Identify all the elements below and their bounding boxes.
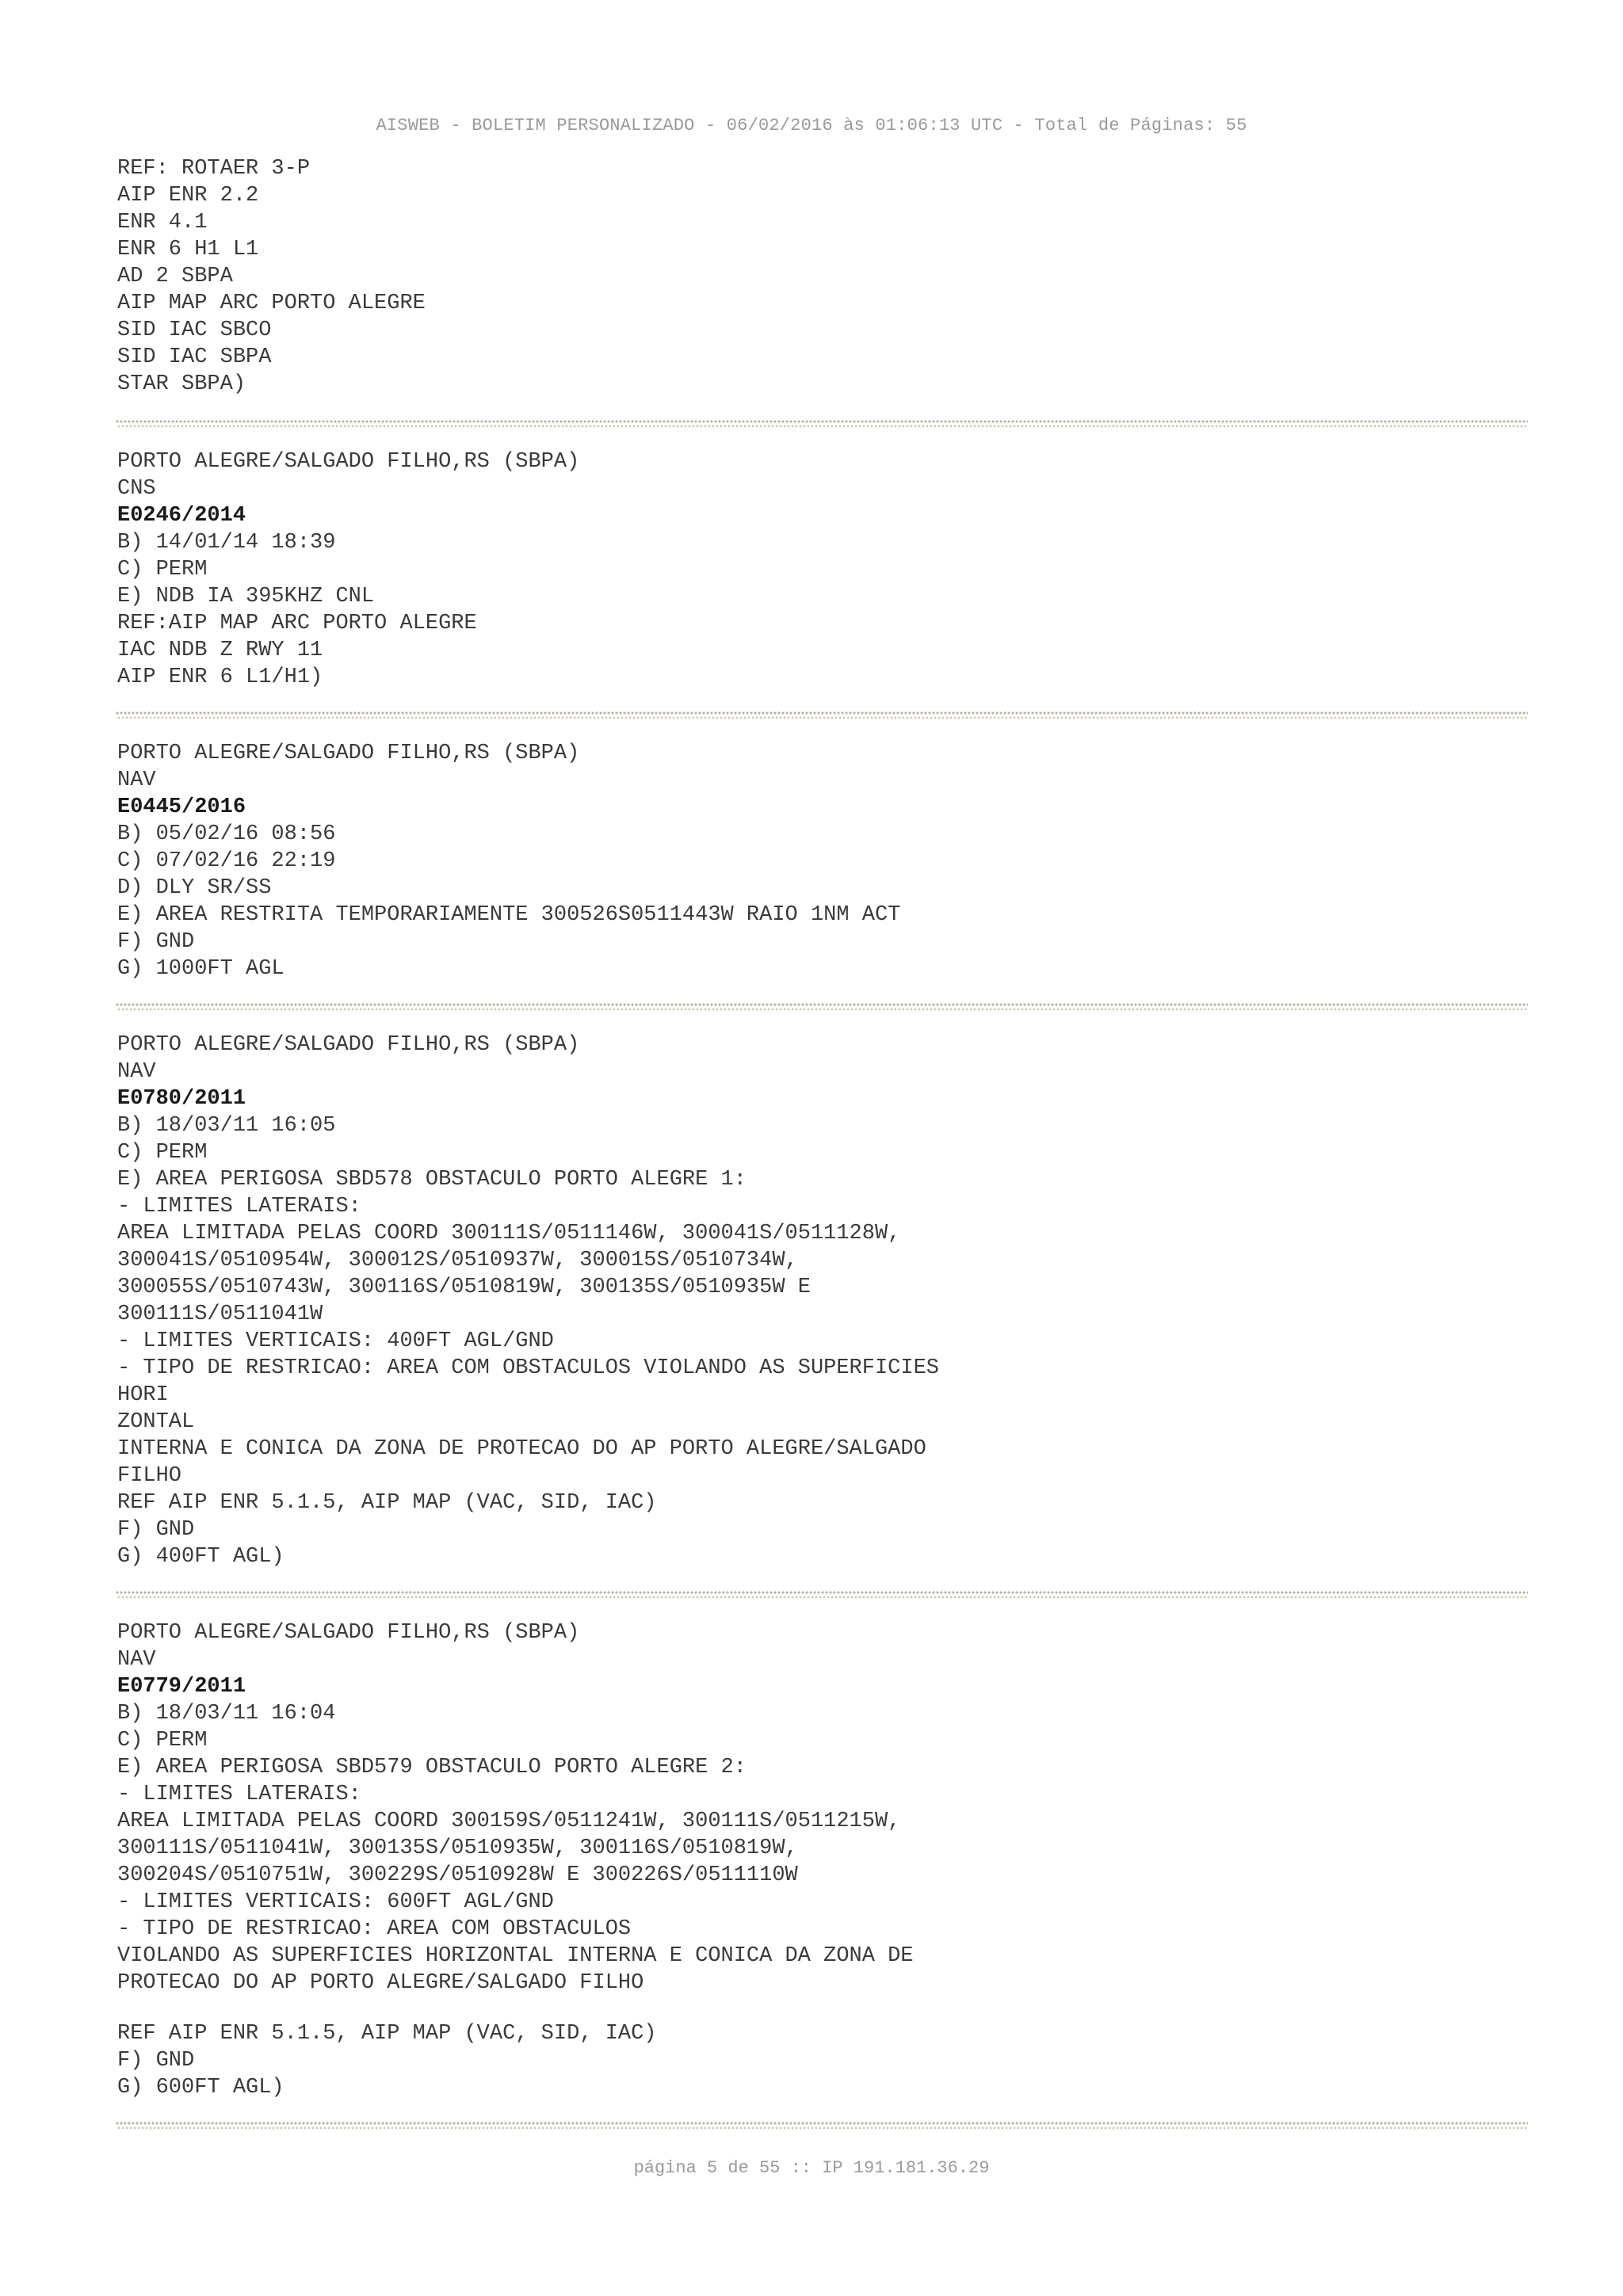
notam-line: E) AREA PERIGOSA SBD578 OBSTACULO PORTO ALEGRE 1: xyxy=(117,1168,747,1192)
page-footer: página 5 de 55 :: IP 191.181.36.29 xyxy=(633,2158,990,2178)
notam-location: PORTO ALEGRE/SALGADO FILHO,RS (SBPA) xyxy=(117,1033,580,1057)
intro-line: STAR SBPA) xyxy=(117,372,246,396)
intro-line: REF: ROTAER 3-P xyxy=(117,157,311,181)
notam-line: REF:AIP MAP ARC PORTO ALEGRE xyxy=(117,612,477,635)
notam-line: F) GND xyxy=(117,930,195,954)
intro-line: AIP ENR 2.2 xyxy=(117,184,259,208)
notam-line: 300204S/0510751W, 300229S/0510928W E 300226S/0511110W xyxy=(117,1863,798,1887)
section-divider xyxy=(116,2122,1528,2133)
notam-line: B) 14/01/14 18:39 xyxy=(117,531,336,555)
notam-line: VIOLANDO AS SUPERFICIES HORIZONTAL INTERNA E CONICA DA ZONA DE xyxy=(117,1944,914,1968)
notam-line: E) NDB IA 395KHZ CNL xyxy=(117,585,375,608)
notam-line: - TIPO DE RESTRICAO: AREA COM OBSTACULOS xyxy=(117,1917,632,1941)
notam-category: CNS xyxy=(117,477,156,501)
notam-list xyxy=(117,420,1528,2133)
notam-line: E) AREA RESTRITA TEMPORARIAMENTE 300526S0511443W RAIO 1NM ACT xyxy=(117,903,901,927)
notam-line: B) 18/03/11 16:05 xyxy=(117,1114,336,1138)
notam-line: REF AIP ENR 5.1.5, AIP MAP (VAC, SID, IAC) xyxy=(117,1491,657,1515)
intro-reference-block xyxy=(117,155,1528,398)
notam-line: 300055S/0510743W, 300116S/0510819W, 300135S/0510935W E xyxy=(117,1276,811,1299)
notam-id: E0445/2016 xyxy=(117,795,246,819)
blank-line xyxy=(117,1997,1528,2020)
notam-line: PROTECAO DO AP PORTO ALEGRE/SALGADO FILHO xyxy=(117,1971,644,1995)
notam-line: F) GND xyxy=(117,2049,195,2073)
intro-line: SID IAC SBCO xyxy=(117,318,272,342)
notam-line: G) 400FT AGL) xyxy=(117,1545,285,1569)
notam-line: E) AREA PERIGOSA SBD579 OBSTACULO PORTO ALEGRE 2: xyxy=(117,1756,747,1779)
notam-line: C) PERM xyxy=(117,1141,208,1165)
notam-entry xyxy=(117,1032,1528,1570)
intro-line: AD 2 SBPA xyxy=(117,265,233,288)
notam-line: G) 600FT AGL) xyxy=(117,2076,285,2100)
notam-line: C) 07/02/16 22:19 xyxy=(117,849,336,873)
notam-line: - LIMITES VERTICAIS: 400FT AGL/GND xyxy=(117,1329,554,1353)
section-divider xyxy=(116,711,1528,723)
notam-line: INTERNA E CONICA DA ZONA DE PROTECAO DO AP PORTO ALEGRE/SALGADO xyxy=(117,1437,926,1461)
notam-line: HORI xyxy=(117,1383,169,1407)
bulletin-content xyxy=(117,155,1528,2150)
notam-line: AREA LIMITADA PELAS COORD 300111S/0511146W, 300041S/0511128W, xyxy=(117,1222,901,1245)
notam-id: E0246/2014 xyxy=(117,504,246,528)
notam-entry xyxy=(117,1619,1528,2101)
intro-line: ENR 6 H1 L1 xyxy=(117,238,259,261)
notam-entry xyxy=(117,448,1528,691)
notam-line: 300041S/0510954W, 300012S/0510937W, 300015S/0510734W, xyxy=(117,1249,798,1272)
page-header: AISWEB - BOLETIM PERSONALIZADO - 06/02/2016 às 01:06:13 UTC - Total de Páginas: 55 xyxy=(376,116,1247,135)
notam-category: NAV xyxy=(117,1648,156,1672)
notam-line: G) 1000FT AGL xyxy=(117,957,285,981)
notam-line: - LIMITES VERTICAIS: 600FT AGL/GND xyxy=(117,1890,554,1914)
notam-location: PORTO ALEGRE/SALGADO FILHO,RS (SBPA) xyxy=(117,1621,580,1645)
notam-line: ZONTAL xyxy=(117,1410,195,1434)
notam-line: 300111S/0511041W, 300135S/0510935W, 300116S/0510819W, xyxy=(117,1836,798,1860)
notam-line: B) 18/03/11 16:04 xyxy=(117,1702,336,1726)
intro-line: ENR 4.1 xyxy=(117,211,208,235)
notam-category: NAV xyxy=(117,769,156,792)
notam-line: AIP ENR 6 L1/H1) xyxy=(117,666,323,689)
notam-location: PORTO ALEGRE/SALGADO FILHO,RS (SBPA) xyxy=(117,742,580,765)
section-divider xyxy=(116,420,1528,431)
notam-category: NAV xyxy=(117,1060,156,1084)
notam-line: 300111S/0511041W xyxy=(117,1302,323,1326)
section-divider xyxy=(116,1003,1528,1014)
notam-line: REF AIP ENR 5.1.5, AIP MAP (VAC, SID, IAC) xyxy=(117,2022,657,2046)
intro-line: AIP MAP ARC PORTO ALEGRE xyxy=(117,292,426,315)
notam-line: - LIMITES LATERAIS: xyxy=(117,1783,361,1806)
notam-line: D) DLY SR/SS xyxy=(117,876,272,900)
notam-line: - LIMITES LATERAIS: xyxy=(117,1195,361,1219)
section-divider xyxy=(116,1591,1528,1602)
intro-line: SID IAC SBPA xyxy=(117,345,272,369)
notam-line: F) GND xyxy=(117,1518,195,1542)
notam-line: IAC NDB Z RWY 11 xyxy=(117,639,323,662)
notam-id: E0779/2011 xyxy=(117,1675,246,1699)
notam-line: FILHO xyxy=(117,1464,182,1488)
notam-entry xyxy=(117,740,1528,982)
notam-line: C) PERM xyxy=(117,1729,208,1753)
notam-line: AREA LIMITADA PELAS COORD 300159S/0511241W, 300111S/0511215W, xyxy=(117,1810,901,1833)
notam-line: - TIPO DE RESTRICAO: AREA COM OBSTACULOS VIOLANDO AS SUPERFICIES xyxy=(117,1356,939,1380)
notam-location: PORTO ALEGRE/SALGADO FILHO,RS (SBPA) xyxy=(117,450,580,474)
notam-line: B) 05/02/16 08:56 xyxy=(117,822,336,846)
notam-id: E0780/2011 xyxy=(117,1087,246,1111)
notam-line: C) PERM xyxy=(117,558,208,582)
